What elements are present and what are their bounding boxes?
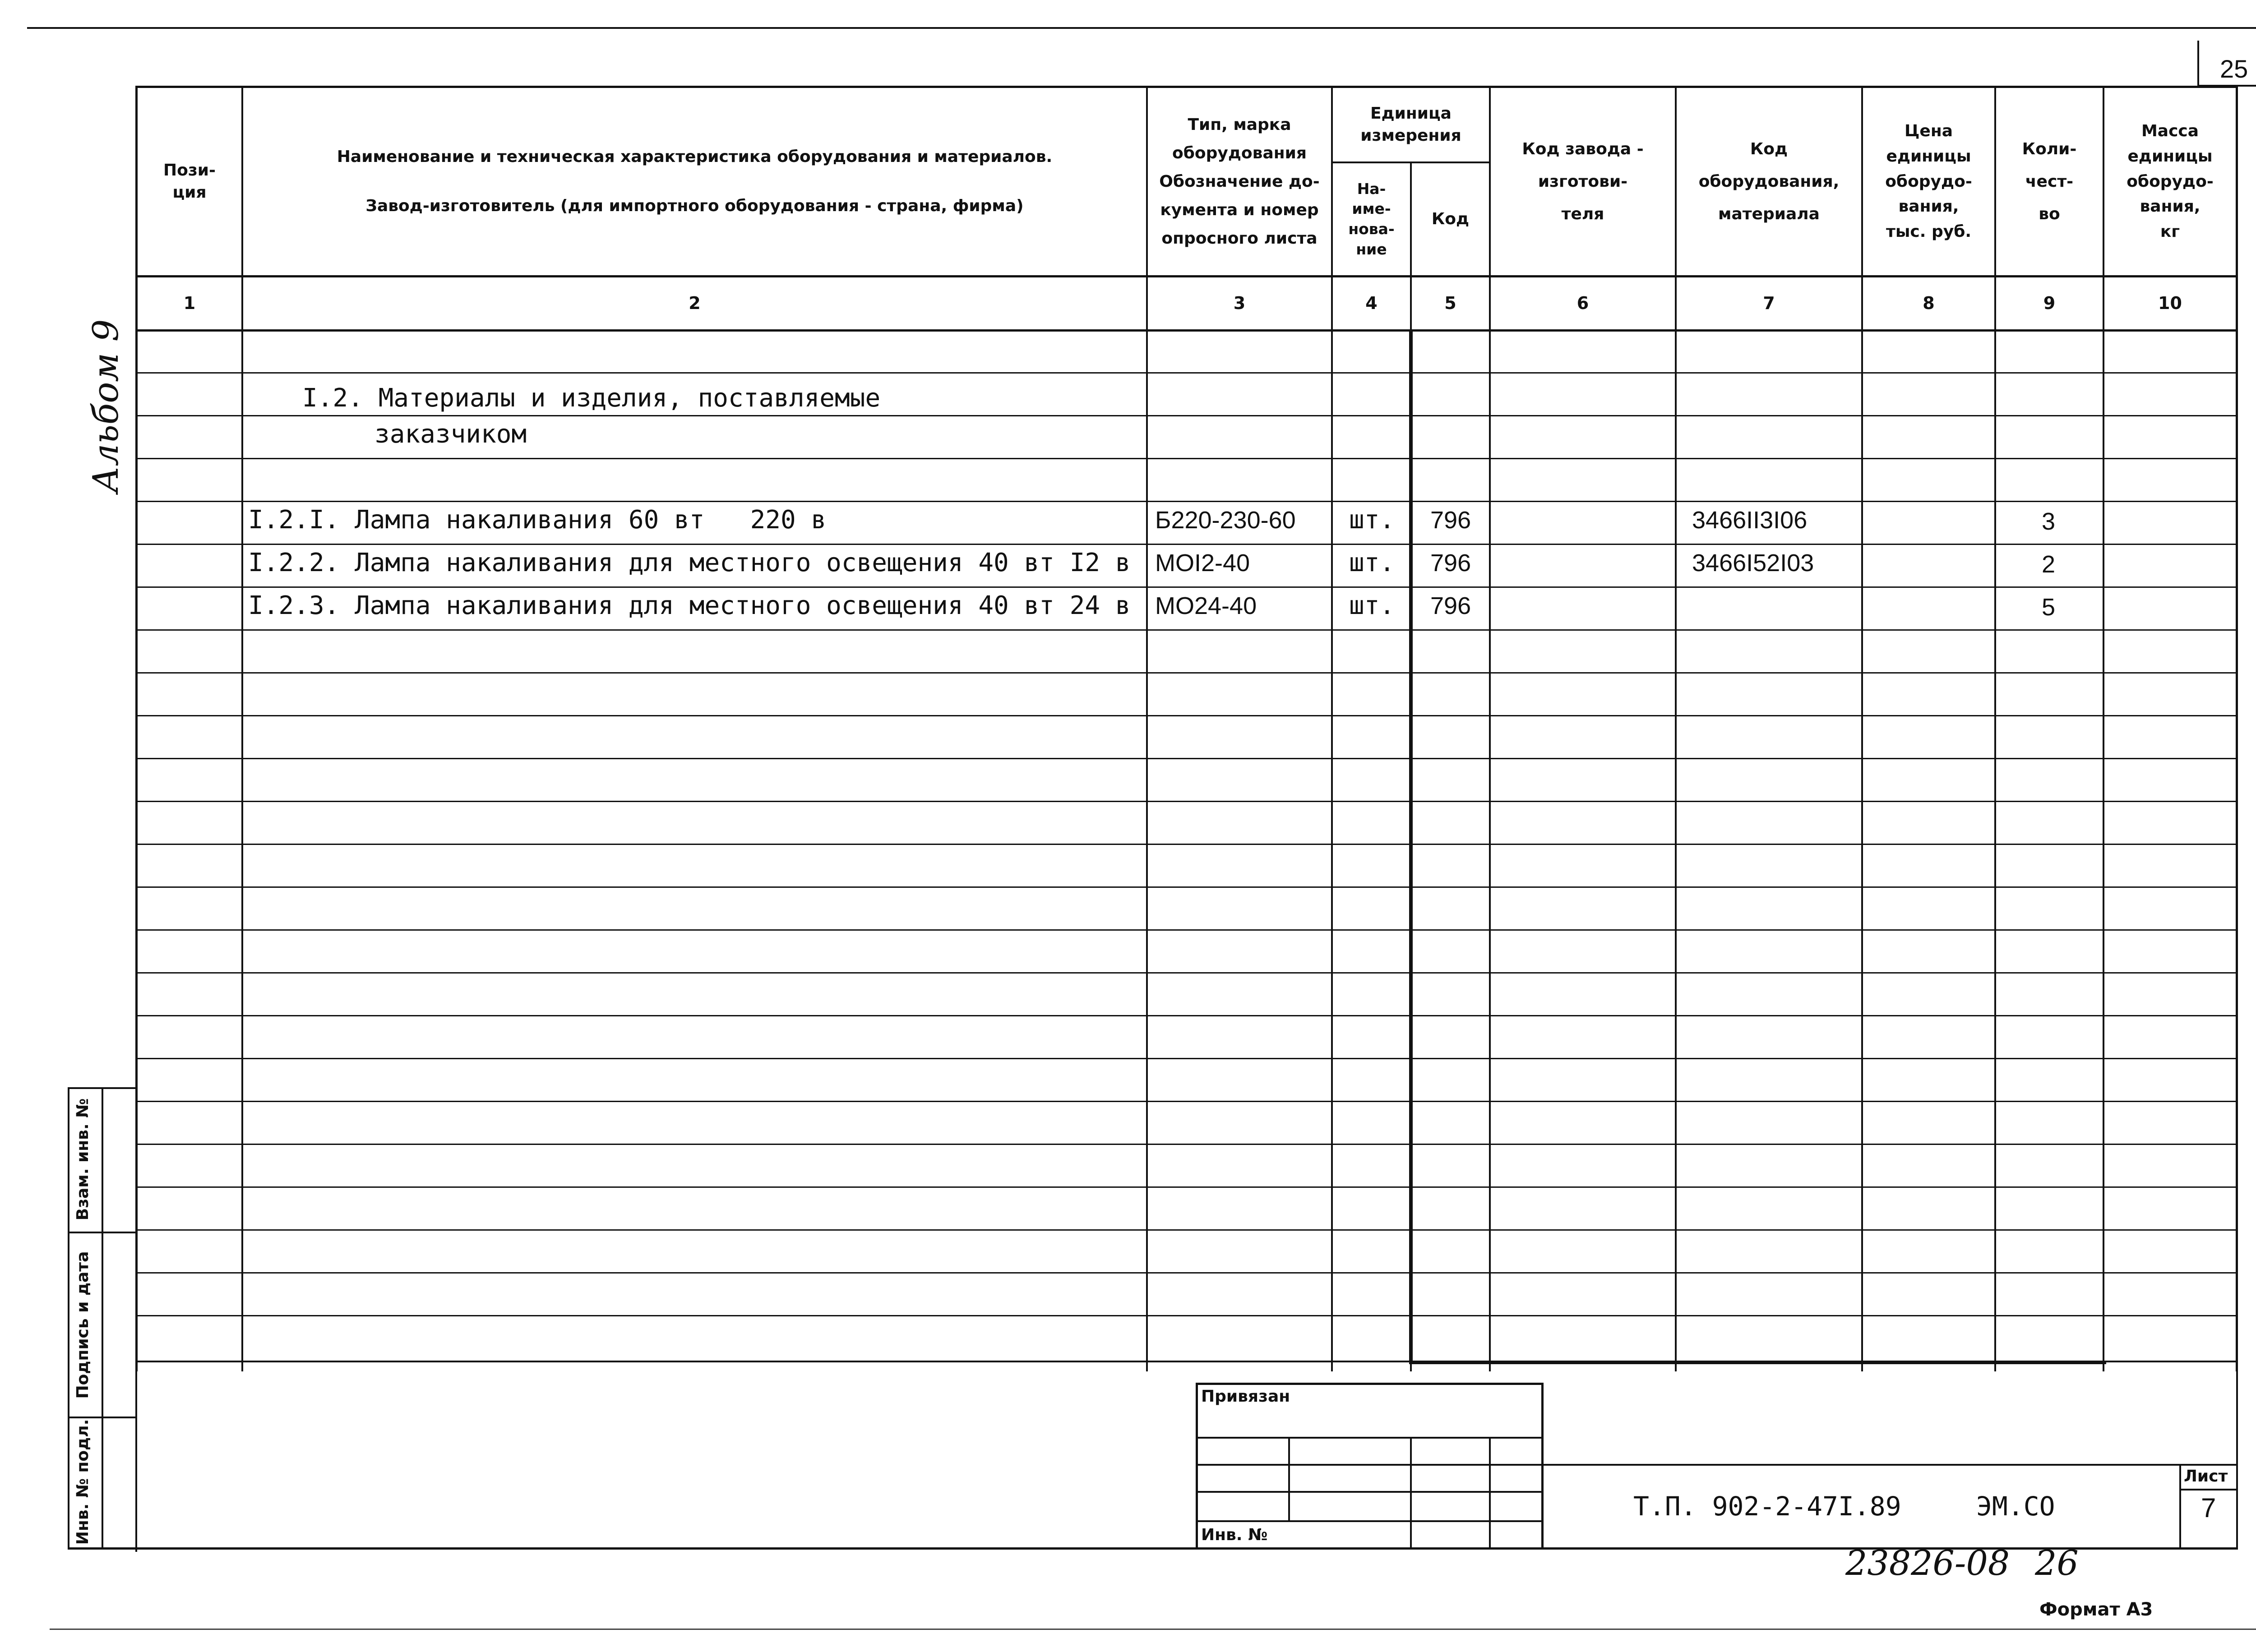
column-number: 10 <box>2158 293 2182 313</box>
column-number: 9 <box>2043 293 2056 313</box>
column-number: 8 <box>1923 293 1935 313</box>
column-number: 1 <box>183 293 196 313</box>
item-quantity: 3 <box>2042 508 2056 535</box>
stamp-top <box>68 1087 137 1089</box>
pb-v1 <box>1288 1437 1290 1520</box>
header-position: Пози- ция <box>163 161 216 202</box>
header-name-line1: Наименование и техническая характеристика оборудования и материалов. <box>337 147 1053 166</box>
pb-left <box>1196 1383 1198 1550</box>
stamp-vzam-label: Взам. инв. № <box>74 1098 92 1221</box>
row-line <box>135 844 2238 845</box>
header-plant-code: Код завода - изготови- теля <box>1522 139 1644 223</box>
item-unit: шт. <box>1349 548 1395 577</box>
pb-h4 <box>1196 1520 1543 1522</box>
doc-code: Т.П. 902-2-47I.89 <box>1633 1491 1901 1522</box>
page-number-box-left <box>2197 41 2199 86</box>
doc-mark: ЭМ.СО <box>1976 1491 2055 1522</box>
item-type: МО24-40 <box>1155 592 1257 619</box>
sheet-number: 7 <box>2201 1493 2216 1523</box>
item-unit: шт. <box>1349 591 1395 620</box>
pb-h2 <box>1196 1464 1543 1466</box>
header-unit-group: Единица измерения <box>1360 104 1461 145</box>
section-heading-line2: заказчиком <box>374 420 527 449</box>
item-type: МОI2-40 <box>1155 549 1250 577</box>
header-name-line2: Завод-изготовитель (для импортного оборудования - страна, фирма) <box>365 196 1024 215</box>
header-unit-name: На- име- нова- ние <box>1348 180 1395 258</box>
item-name: I.2.2. Лампа накаливания для местного освещения 40 вт I2 в <box>248 548 1131 577</box>
row-line <box>135 586 2238 588</box>
row-line <box>135 629 2238 631</box>
item-quantity: 2 <box>2042 551 2056 578</box>
frame-left-lower <box>135 1367 137 1552</box>
pb-right <box>1541 1383 1544 1550</box>
header-price: Цена единицы оборудо- вания, тыс. руб. <box>1885 122 1972 241</box>
header-quantity: Коли- чест- во <box>2022 139 2077 223</box>
column-number: 5 <box>1444 293 1456 313</box>
item-unit: шт. <box>1349 505 1395 535</box>
column-number: 4 <box>1365 293 1378 313</box>
stamp-outer-left <box>68 1087 69 1550</box>
frame-right-lower <box>2236 1367 2238 1547</box>
stamp-podpis-label: Подпись и дата <box>74 1251 92 1399</box>
item-code: 3466I52I03 <box>1692 549 1814 577</box>
item-name: I.2.3. Лампа накаливания для местного освещения 40 вт 24 в <box>248 591 1131 620</box>
stamp-inv-podl-label: Инв. № подл. <box>74 1419 92 1545</box>
row-line <box>135 801 2238 802</box>
pb-v2 <box>1410 1437 1412 1550</box>
item-type: Б220-230-60 <box>1155 507 1296 534</box>
sheet-box-h <box>2179 1489 2238 1490</box>
table-right-border <box>2236 86 2238 1371</box>
row-line <box>135 1058 2238 1059</box>
item-name: I.2.I. Лампа накаливания 60 вт 220 в <box>248 505 827 535</box>
row-line <box>135 758 2238 759</box>
row-line <box>135 544 2238 545</box>
row-line <box>135 1144 2238 1145</box>
row-line <box>135 458 2238 459</box>
privyazan-label: Привязан <box>1201 1387 1290 1406</box>
page-number: 25 <box>2220 55 2248 83</box>
row-line <box>135 1272 2238 1274</box>
handwritten-page: 26 <box>2035 1543 2079 1583</box>
item-unit-code: 796 <box>1430 592 1471 619</box>
column-number: 7 <box>1763 293 1775 313</box>
item-quantity: 5 <box>2042 594 2056 621</box>
thick-outline-left <box>1409 329 1413 1362</box>
pb-top <box>1196 1383 1543 1385</box>
row-line <box>135 501 2238 502</box>
header-mass: Масса единицы оборудо- вания, кг <box>2127 122 2214 241</box>
row-line <box>135 1315 2238 1316</box>
item-code: 3466II3I06 <box>1692 507 1808 534</box>
row-line <box>135 1015 2238 1016</box>
header-type: Тип, марка оборудования Обозначение до- кумента и номер опросного листа <box>1159 115 1320 248</box>
column-number: 6 <box>1576 293 1589 313</box>
column-number: 3 <box>1233 293 1246 313</box>
pb-v3 <box>1489 1437 1491 1550</box>
row-line <box>135 1101 2238 1102</box>
item-unit-code: 796 <box>1430 507 1471 534</box>
row-line <box>135 372 2238 374</box>
row-line <box>135 415 2238 416</box>
row-line <box>135 715 2238 716</box>
dc-top <box>1541 1464 2238 1466</box>
sheet-label: Лист <box>2184 1467 2228 1486</box>
row-line <box>135 1361 2238 1362</box>
header-name <box>243 88 1146 275</box>
row-line <box>135 1186 2238 1188</box>
handwritten-number: 23826-08 <box>1845 1543 2010 1583</box>
header-equipment-code: Код оборудования, материала <box>1698 139 1840 223</box>
row-line <box>135 972 2238 974</box>
row-line <box>135 1229 2238 1231</box>
header-unit-code: Код <box>1431 209 1470 228</box>
stamp-inner-left <box>102 1087 103 1550</box>
row-line <box>135 886 2238 888</box>
sheet-box-left <box>2179 1464 2181 1547</box>
row-line <box>135 672 2238 674</box>
top-border-line <box>27 27 2256 29</box>
stamp-div1 <box>68 1232 137 1233</box>
column-number-row-line <box>135 329 2238 332</box>
format-label: Формат А3 <box>2039 1599 2153 1620</box>
pb-h1 <box>1196 1437 1543 1439</box>
inv-no-label: Инв. № <box>1201 1526 1268 1544</box>
column-number: 2 <box>689 293 701 313</box>
album-label: Альбом 9 <box>86 319 126 493</box>
section-heading-line1: I.2. Материалы и изделия, поставляемые <box>302 383 881 413</box>
specification-table <box>135 86 2238 1371</box>
pb-h3 <box>1196 1491 1543 1493</box>
bottom-edge-line <box>50 1629 2256 1630</box>
item-unit-code: 796 <box>1430 549 1471 577</box>
row-line <box>135 929 2238 931</box>
